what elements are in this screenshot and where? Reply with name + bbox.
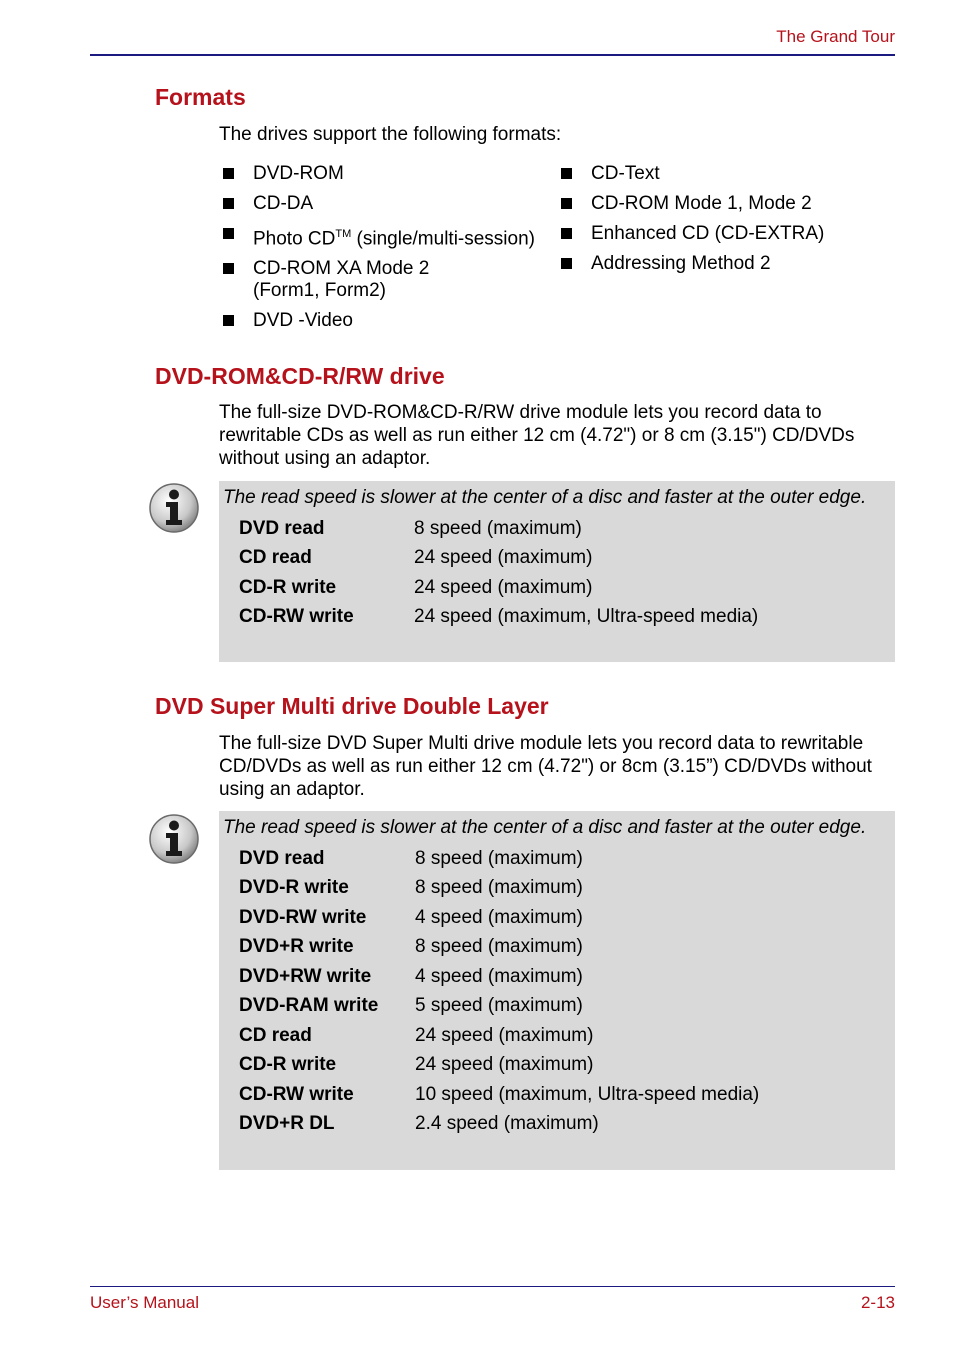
dvd-super-multi-description: The full-size DVD Super Multi drive module lets you record data to rewritable CD/DVDs as well as run either 12 cm (4.72") or 8cm (3.15”) CD/DVDs without using an adaptor. <box>219 733 872 800</box>
table-row: DVD read 8 speed (maximum) <box>239 517 582 539</box>
list-item: CD-Text <box>557 163 887 185</box>
dvd-rom-cdrw-description: The full-size DVD-ROM&CD-R/RW drive module lets you record data to rewritable CDs as well as run either 12 cm (4.72") or 8 cm (3.15") CD/DVDs without using an adaptor. <box>219 402 855 469</box>
table-row: CD read 24 speed (maximum) <box>239 1024 594 1046</box>
list-item: CD-ROM XA Mode 2 (Form1, Form2) <box>219 258 559 302</box>
note-text: The read speed is slower at the center of a disc and faster at the outer edge. <box>223 817 867 838</box>
list-item: DVD-ROM <box>219 163 559 185</box>
table-row: CD-RW write 10 speed (maximum, Ultra-speed media) <box>239 1083 760 1105</box>
list-item: Enhanced CD (CD-EXTRA) <box>557 223 887 245</box>
formats-heading: Formats <box>155 84 246 110</box>
note-text: The read speed is slower at the center of a disc and faster at the outer edge. <box>223 487 867 508</box>
table-row: DVD+R write 8 speed (maximum) <box>239 936 583 958</box>
spec-table <box>239 514 758 632</box>
formats-intro: The drives support the following formats: <box>219 124 562 145</box>
table-row: CD-R write 24 speed (maximum) <box>239 576 593 598</box>
page-number: 2-13 <box>860 1293 895 1312</box>
table-row: DVD-RW write 4 speed (maximum) <box>239 906 583 928</box>
list-item: CD-ROM Mode 1, Mode 2 <box>557 193 887 215</box>
table-row: CD read 24 speed (maximum) <box>239 547 593 569</box>
trademark-mark: TM <box>335 228 352 240</box>
table-row: DVD read 8 speed (maximum) <box>239 847 583 869</box>
dvd-super-multi-heading: DVD Super Multi drive Double Layer <box>155 693 549 719</box>
note-box <box>219 811 895 1170</box>
note-box <box>219 481 895 662</box>
formats-list-left <box>219 163 559 340</box>
footer-rule <box>90 1286 895 1287</box>
list-item: Photo CD™ (single/multi-session) <box>219 223 559 250</box>
footer-manual-title: User’s Manual <box>90 1293 199 1312</box>
table-row: DVD+RW write 4 speed (maximum) <box>239 965 583 987</box>
list-item: Addressing Method 2 <box>557 253 887 275</box>
formats-list-right <box>557 163 887 283</box>
dvd-rom-cdrw-heading: DVD-ROM&CD-R/RW drive <box>155 363 445 389</box>
list-item: DVD -Video <box>219 310 559 332</box>
running-header: The Grand Tour <box>776 27 895 46</box>
spec-table <box>239 844 759 1139</box>
table-row: DVD+R DL 2.4 speed (maximum) <box>239 1113 599 1135</box>
table-row: DVD-RAM write 5 speed (maximum) <box>239 995 583 1017</box>
info-icon <box>148 813 200 865</box>
table-row: CD-RW write 24 speed (maximum, Ultra-speed media) <box>239 606 759 628</box>
table-row: DVD-R write 8 speed (maximum) <box>239 877 583 899</box>
info-icon <box>148 482 200 534</box>
list-item: CD-DA <box>219 193 559 215</box>
table-row: CD-R write 24 speed (maximum) <box>239 1054 594 1076</box>
header-rule <box>90 54 895 56</box>
